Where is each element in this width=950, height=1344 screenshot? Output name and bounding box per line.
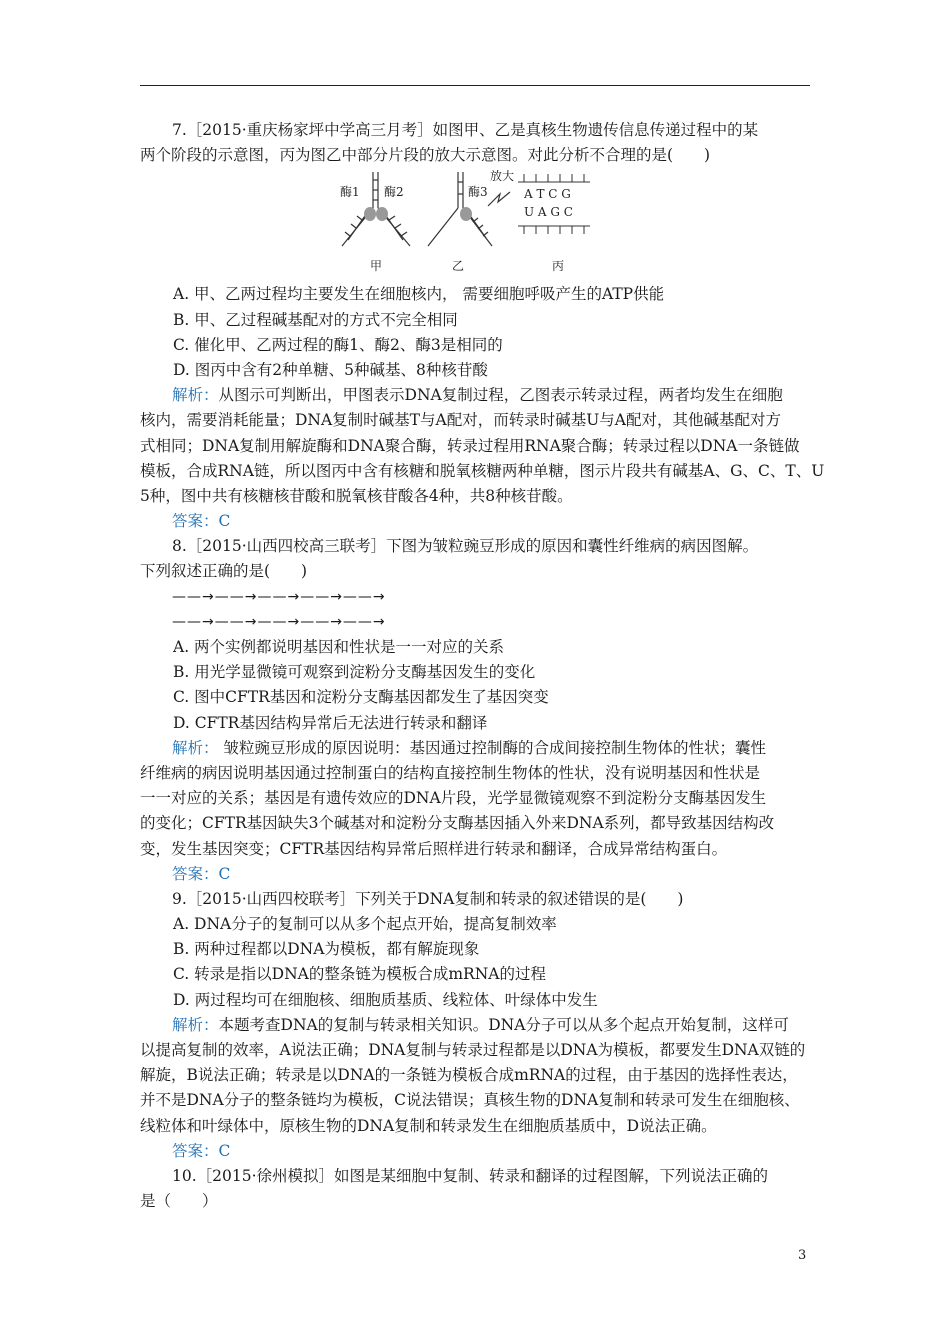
figure-yi [428,172,492,246]
answer: 答案：C [172,512,231,531]
question-stem: 两个阶段的示意图，丙为图乙中部分片段的放大示意图。对此分析不合理的是( ) [140,146,711,165]
analysis-line: 线粒体和叶绿体中，原核生物的DNA复制和转录发生在细胞质基质中，D说法正确。 [140,1116,717,1135]
figure-jia [342,172,410,246]
label-jia: 甲 [370,259,383,274]
option-d: D. 图丙中含有2种单糖、5种碱基、8种核苷酸 [173,360,488,379]
analysis-label: 解析： [172,738,219,757]
enzyme1-label: 酶1 [340,185,360,200]
analysis-line: 5种，图中共有核糖核苷酸和脱氧核苷酸各4种，共8种核苷酸。 [140,486,573,505]
question-9 [140,887,812,1164]
analysis-line: 纤维病的病因说明基因通过控制蛋白的结构直接控制生物体的性状，没有说明基因和性状是 [140,763,761,782]
enzyme2-label: 酶2 [384,185,404,200]
arrow-chain: ——→——→——→——→——→ [172,613,386,630]
option-a: A. 两个实例都说明基因和性状是一一对应的关系 [173,638,505,656]
question-10 [140,1164,812,1214]
option-c: C. 催化甲、乙两过程的酶1、酶2、酶3是相同的 [173,335,503,354]
answer: 答案：C [172,1141,231,1160]
question-stem: 9.［2015·山西四校联考］下列关于DNA复制和转录的叙述错误的是( ) [172,889,684,908]
option-c: C. 图中CFTR基因和淀粉分支酶基因都发生了基因突变 [173,688,549,707]
zoom-arrow-icon [488,192,510,206]
analysis-line: 的变化；CFTR基因缺失3个碱基对和淀粉分支酶基因插入外来DNA系列，都导致基因结构改 [140,814,775,833]
figure-bing [518,174,590,234]
option-a: A. DNA分子的复制可以从多个起点开始，提高复制效率 [173,915,557,934]
analysis-line: 一一对应的关系；基因是有遗传效应的DNA片段，光学显微镜观察不到淀粉分支酶基因发生 [140,789,767,808]
analysis-line: 变，发生基因突变；CFTR基因结构异常后照样进行转录和翻译，合成异常结构蛋白。 [140,839,728,858]
arrow-chain: ——→——→——→——→——→ [172,588,386,605]
question-stem: 10.［2015·徐州模拟］如图是某细胞中复制、转录和翻译的过程图解，下列说法正确的 [172,1166,769,1185]
label-yi: 乙 [452,259,465,274]
question-stem: 8.［2015·山西四校高三联考］下图为皱粒豌豆形成的原因和囊性纤维病的病因图解。 [172,537,759,556]
header-rule [140,85,810,86]
question-stem: 7.［2015·重庆杨家坪中学高三月考］如图甲、乙是真核生物遗传信息传递过程中的某 [172,121,759,139]
analysis-label: 解析： [172,1015,219,1034]
question-7 [140,118,825,534]
option-d: D. CFTR基因结构异常后无法进行转录和翻译 [173,713,488,732]
answer: 答案：C [172,864,231,883]
dna-bases: A T C G [524,187,571,202]
enzyme3-label: 酶3 [468,185,488,200]
analysis-line: 解析： 皱粒豌豆形成的原因说明：基因通过控制酶的合成间接控制生物体的性状；囊性 [172,738,766,757]
rna-bases: U A G C [524,205,573,220]
option-d: D. 两过程均可在细胞核、细胞质基质、线粒体、叶绿体中发生 [173,990,598,1009]
analysis-line: 式相同；DNA复制用解旋酶和DNA聚合酶，转录过程用RNA聚合酶；转录过程以DNA一条链做 [140,436,800,455]
replication-transcription-figure [140,170,812,278]
analysis-label: 解析： [172,386,219,405]
option-a: A. 甲、乙两过程均主要发生在细胞核内， 需要细胞呼吸产生的ATP供能 [173,285,665,304]
page-number: 3 [798,1248,807,1263]
analysis-line: 解析：从图示可判断出，甲图表示DNA复制过程，乙图表示转录过程，两者均发生在细胞 [172,386,783,405]
option-b: B. 两种过程都以DNA为模板，都有解旋现象 [173,940,480,959]
analysis-line: 以提高复制的效率，A说法正确；DNA复制与转录过程都是以DNA为模板，都要发生DNA双链的 [140,1041,806,1059]
page-content [140,118,825,1214]
analysis-line: 解旋，B说法正确；转录是以DNA的一条链为模板合成mRNA的过程，由于基因的选择性表达， [140,1066,798,1085]
option-c: C. 转录是指以DNA的整条链为模板合成mRNA的过程 [173,965,546,984]
option-b: B. 用光学显微镜可观察到淀粉分支酶基因发生的变化 [173,663,536,682]
question-stem: 下列叙述正确的是( ) [140,562,308,581]
analysis-line: 解析：本题考查DNA的复制与转录相关知识。DNA分子可以从多个起点开始复制，这样可 [172,1015,789,1034]
option-b: B. 甲、乙过程碱基配对的方式不完全相同 [173,310,458,329]
zoom-label: 放大 [490,170,515,184]
label-bing: 丙 [552,259,565,274]
analysis-line: 模板，合成RNA链，所以图丙中含有核糖和脱氧核糖两种单糖，图示片段共有碱基A、G、C、T、U [140,461,825,480]
analysis-line: 并不是DNA分子的整条链均为模板，C说法错误；真核生物的DNA复制和转录可发生在细胞核、 [140,1091,800,1110]
analysis-line: 核内，需要消耗能量；DNA复制时碱基T与A配对，而转录时碱基U与A配对，其他碱基配对方 [140,411,781,430]
question-8 [140,534,812,887]
question-stem: 是（ ） [140,1192,218,1211]
